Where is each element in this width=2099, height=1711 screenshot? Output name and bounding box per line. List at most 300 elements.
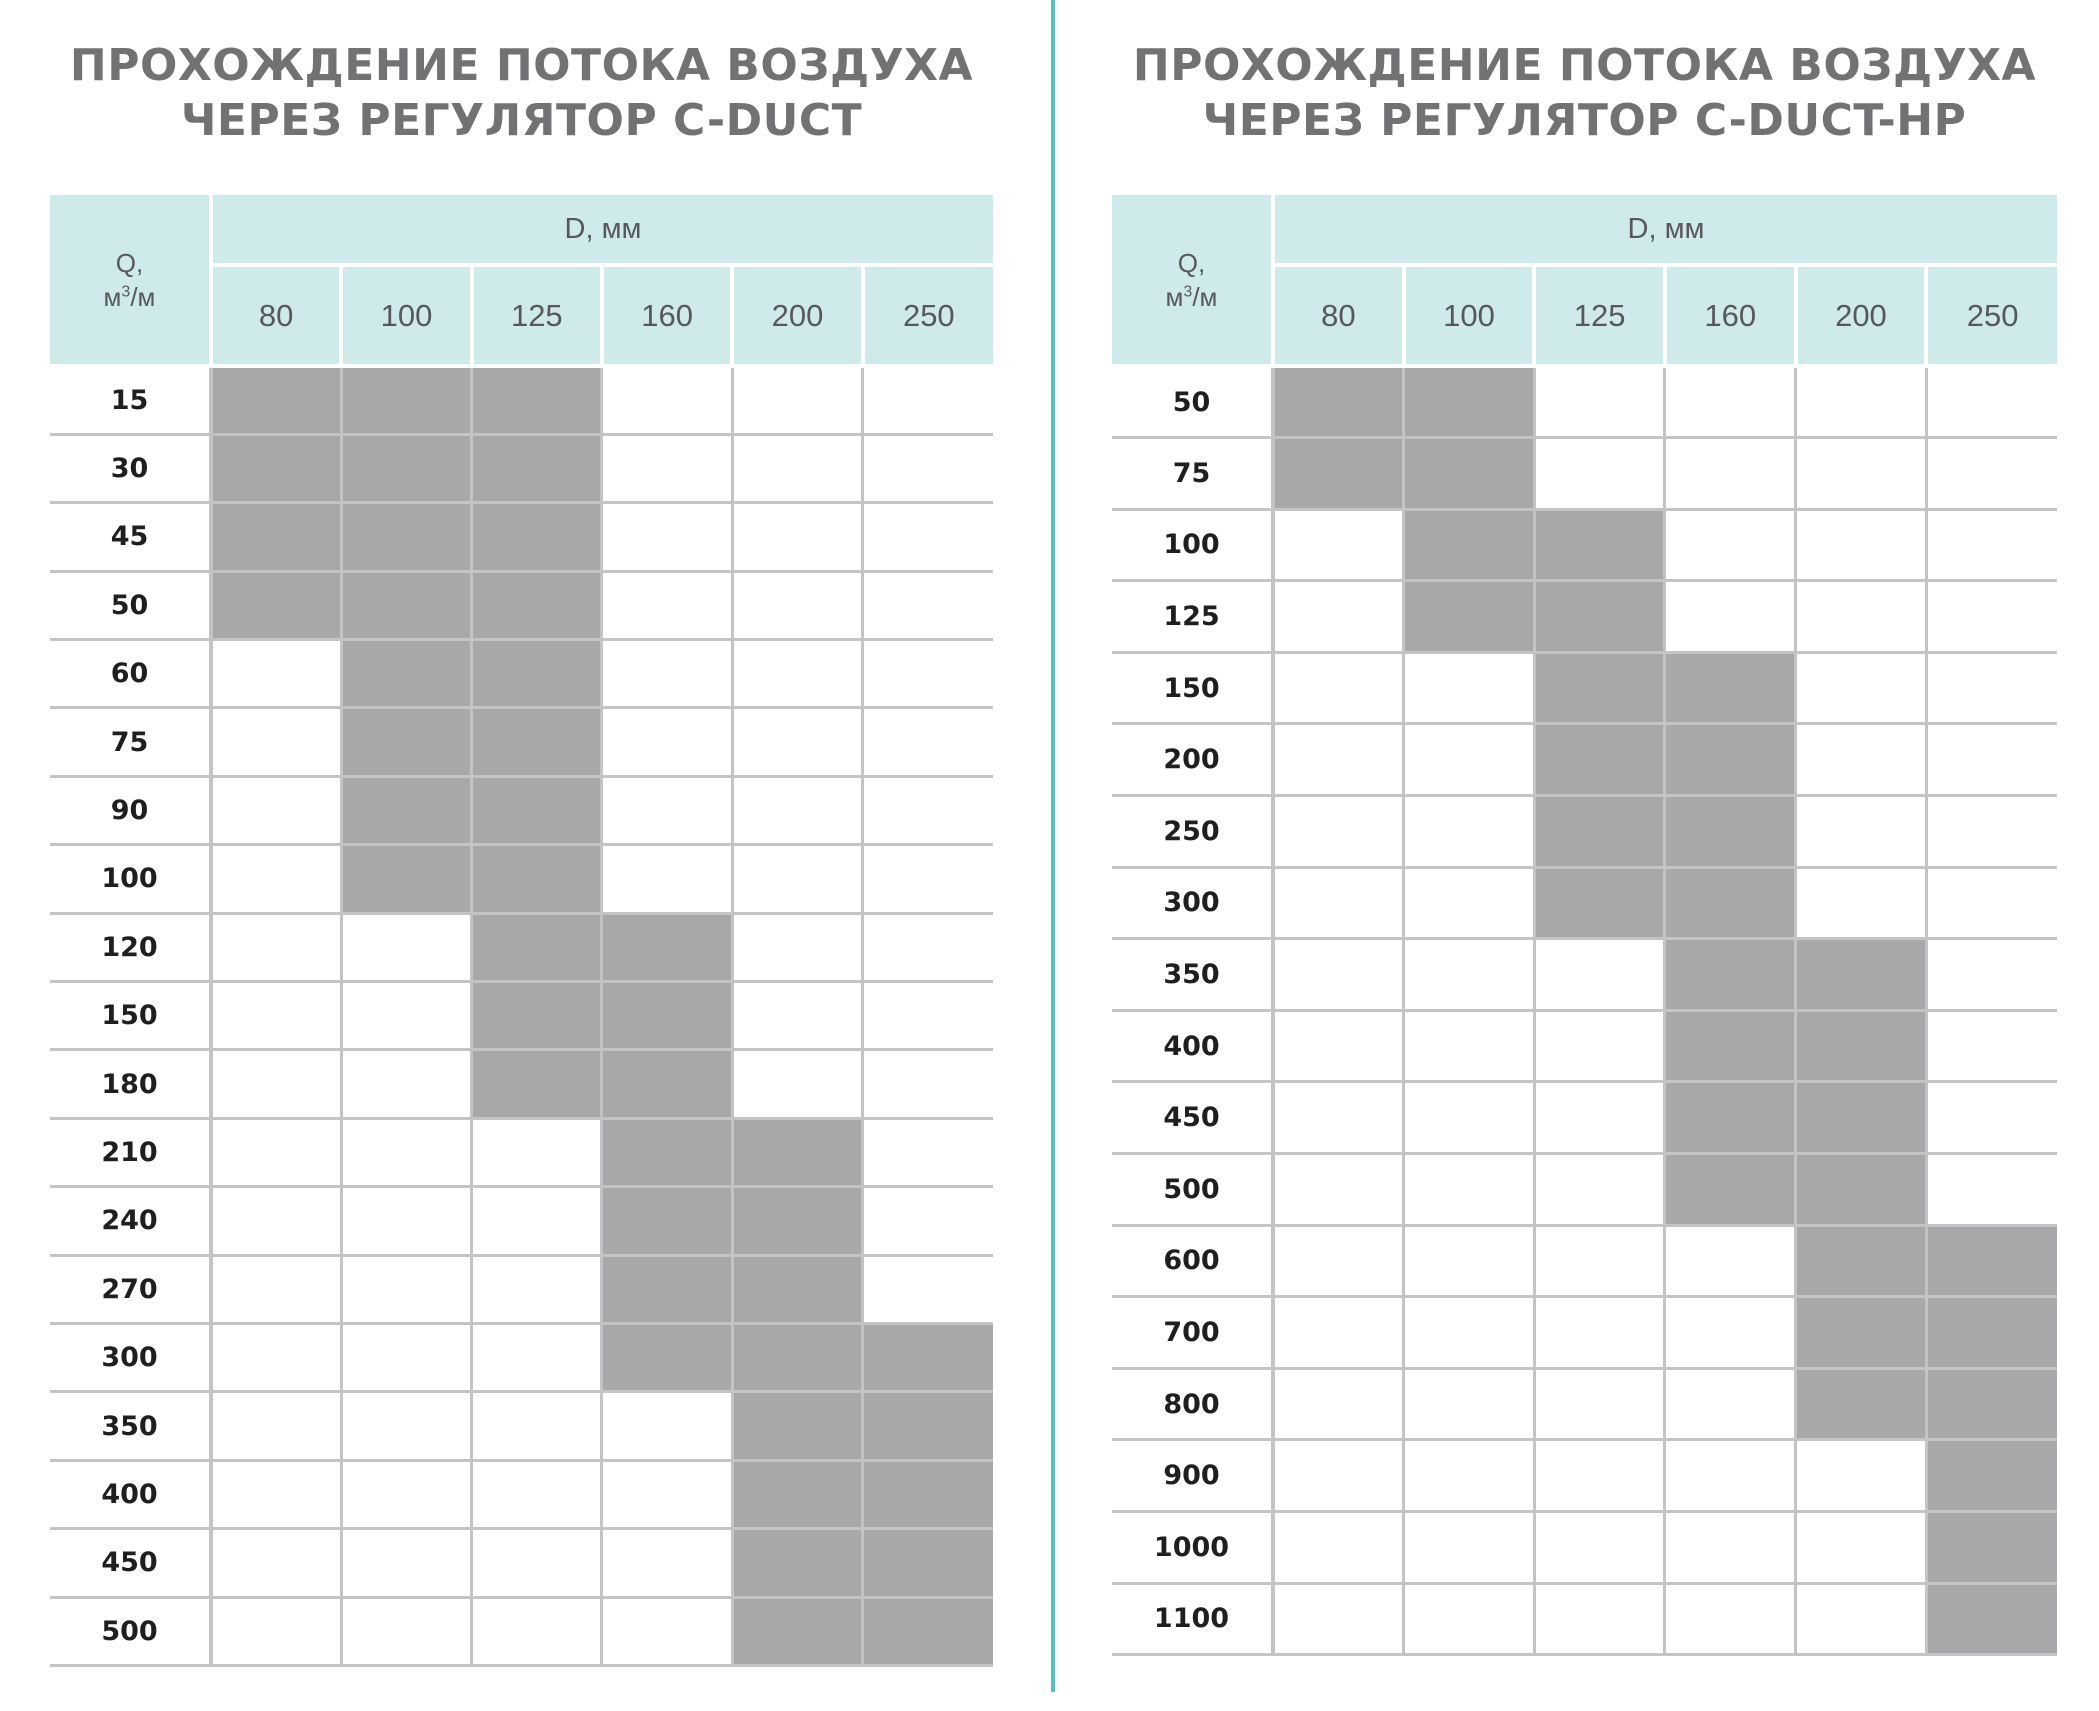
diameter-column-header: 100 <box>1404 265 1535 366</box>
flow-rate-value: 350 <box>50 1392 211 1460</box>
range-cell-empty <box>472 1460 602 1528</box>
range-cell-empty <box>602 571 732 639</box>
range-cell-empty <box>1273 867 1404 939</box>
title-line: ПРОХОЖДЕНИЕ ПОТОКА ВОЗДУХА <box>1132 40 2037 91</box>
table-row <box>1112 1440 2057 1512</box>
range-cell-empty <box>1796 652 1927 724</box>
range-cell-empty <box>732 845 862 913</box>
range-cell-active <box>1926 1297 2057 1369</box>
range-cell-empty <box>863 571 993 639</box>
range-cell-empty <box>1796 724 1927 796</box>
range-cell-active <box>211 571 341 639</box>
range-cell-empty <box>1273 581 1404 653</box>
range-cell-empty <box>1926 581 2057 653</box>
range-cell-empty <box>1665 366 1796 438</box>
range-cell-empty <box>211 708 341 776</box>
range-cell-empty <box>472 1118 602 1186</box>
range-cell-empty <box>341 1050 471 1118</box>
range-cell-empty <box>1665 438 1796 510</box>
range-cell-empty <box>1665 581 1796 653</box>
range-cell-active <box>732 1187 862 1255</box>
range-cell-active <box>1796 1297 1927 1369</box>
range-cell-empty <box>211 640 341 708</box>
range-cell-active <box>341 708 471 776</box>
range-cell-active <box>732 1118 862 1186</box>
flow-rate-value: 450 <box>50 1529 211 1597</box>
range-cell-empty <box>1404 1368 1535 1440</box>
range-cell-empty <box>1665 1297 1796 1369</box>
range-cell-empty <box>602 776 732 844</box>
range-cell-empty <box>1665 509 1796 581</box>
range-cell-active <box>863 1597 993 1665</box>
flow-rate-label: Q, <box>115 247 144 278</box>
range-cell-empty <box>1796 581 1927 653</box>
range-cell-active <box>211 366 341 434</box>
range-cell-active <box>732 1460 862 1528</box>
panel-divider <box>1051 0 1055 1692</box>
table-row <box>1112 581 2057 653</box>
range-cell-active <box>211 434 341 502</box>
diameter-header: D, мм <box>211 195 993 265</box>
range-cell-empty <box>602 503 732 571</box>
range-cell-active <box>472 503 602 571</box>
range-cell-empty <box>341 1529 471 1597</box>
range-cell-active <box>1926 1225 2057 1297</box>
range-cell-active <box>1926 1583 2057 1655</box>
range-cell-empty <box>1404 867 1535 939</box>
table-row <box>50 845 993 913</box>
range-cell-empty <box>1404 1010 1535 1082</box>
range-cell-active <box>1404 366 1535 438</box>
range-cell-empty <box>1404 1225 1535 1297</box>
flow-unit-base: м <box>1165 281 1184 312</box>
flow-rate-value: 50 <box>1112 366 1273 438</box>
range-cell-active <box>341 640 471 708</box>
flow-rate-value: 400 <box>50 1460 211 1528</box>
table-row <box>1112 438 2057 510</box>
flow-unit-base: м <box>103 281 122 312</box>
range-cell-empty <box>602 845 732 913</box>
range-cell-empty <box>602 1529 732 1597</box>
range-cell-active <box>1665 1082 1796 1154</box>
table-row <box>1112 1082 2057 1154</box>
range-cell-empty <box>1665 1225 1796 1297</box>
flow-rate-value: 75 <box>50 708 211 776</box>
range-cell-active <box>1665 1154 1796 1226</box>
range-cell-empty <box>1273 796 1404 868</box>
range-cell-active <box>1404 581 1535 653</box>
range-cell-empty <box>1926 366 2057 438</box>
range-cell-empty <box>1926 652 2057 724</box>
range-cell-empty <box>1926 1154 2057 1226</box>
flow-rate-value: 210 <box>50 1118 211 1186</box>
flow-rate-value: 1100 <box>1112 1583 1273 1655</box>
range-cell-active <box>1534 509 1665 581</box>
range-cell-active <box>1534 867 1665 939</box>
range-cell-active <box>341 366 471 434</box>
flow-rate-value: 500 <box>1112 1154 1273 1226</box>
flow-rate-value: 250 <box>1112 796 1273 868</box>
range-cell-empty <box>1404 1583 1535 1655</box>
range-cell-empty <box>1273 509 1404 581</box>
range-cell-active <box>732 1597 862 1665</box>
range-cell-empty <box>1534 1154 1665 1226</box>
range-cell-active <box>1534 652 1665 724</box>
range-cell-active <box>1665 939 1796 1011</box>
range-cell-active <box>1665 867 1796 939</box>
range-cell-empty <box>1273 939 1404 1011</box>
range-cell-active <box>1665 796 1796 868</box>
range-cell-empty <box>732 434 862 502</box>
table-row <box>50 366 993 434</box>
table-row <box>50 1460 993 1528</box>
range-cell-active <box>1404 438 1535 510</box>
range-cell-empty <box>211 1323 341 1391</box>
flow-rate-value: 350 <box>1112 939 1273 1011</box>
range-cell-active <box>472 913 602 981</box>
range-cell-active <box>472 982 602 1050</box>
range-cell-empty <box>1926 509 2057 581</box>
range-cell-empty <box>863 776 993 844</box>
table-row <box>50 1323 993 1391</box>
range-cell-empty <box>211 845 341 913</box>
range-cell-empty <box>341 1460 471 1528</box>
table-row <box>1112 1583 2057 1655</box>
flow-rate-value: 15 <box>50 366 211 434</box>
range-cell-empty <box>472 1597 602 1665</box>
range-cell-empty <box>341 1187 471 1255</box>
range-cell-empty <box>863 434 993 502</box>
range-cell-active <box>1796 1368 1927 1440</box>
range-cell-empty <box>863 845 993 913</box>
range-cell-empty <box>863 1187 993 1255</box>
diameter-column-header: 80 <box>211 265 341 366</box>
range-cell-empty <box>472 1255 602 1323</box>
flow-unit-exponent: 3 <box>1183 282 1193 300</box>
range-cell-empty <box>1404 1512 1535 1584</box>
table-row <box>50 1392 993 1460</box>
range-cell-empty <box>732 1050 862 1118</box>
flow-rate-value: 75 <box>1112 438 1273 510</box>
range-cell-empty <box>863 640 993 708</box>
diameter-column-header: 200 <box>732 265 862 366</box>
range-cell-empty <box>211 1392 341 1460</box>
range-cell-empty <box>1926 1082 2057 1154</box>
airflow-table <box>50 195 993 1667</box>
range-cell-empty <box>1796 1583 1927 1655</box>
diameter-column-header: 125 <box>472 265 602 366</box>
range-cell-empty <box>211 1118 341 1186</box>
range-cell-empty <box>472 1187 602 1255</box>
range-cell-empty <box>211 1255 341 1323</box>
range-cell-empty <box>863 1255 993 1323</box>
range-cell-empty <box>1796 1512 1927 1584</box>
range-cell-empty <box>602 1460 732 1528</box>
range-cell-active <box>472 434 602 502</box>
table-row <box>50 776 993 844</box>
range-cell-empty <box>211 913 341 981</box>
range-cell-empty <box>1796 867 1927 939</box>
range-cell-empty <box>1404 796 1535 868</box>
airflow-table <box>1112 195 2057 1656</box>
range-cell-active <box>1404 509 1535 581</box>
range-cell-active <box>1796 939 1927 1011</box>
flow-rate-value: 240 <box>50 1187 211 1255</box>
title-line: ПРОХОЖДЕНИЕ ПОТОКА ВОЗДУХА <box>69 40 974 91</box>
range-cell-active <box>1665 652 1796 724</box>
flow-rate-value: 100 <box>50 845 211 913</box>
title-line: ЧЕРЕЗ РЕГУЛЯТОР C-DUCT <box>180 95 863 146</box>
range-cell-empty <box>863 503 993 571</box>
range-cell-empty <box>211 1187 341 1255</box>
range-cell-empty <box>732 913 862 981</box>
range-cell-empty <box>1534 366 1665 438</box>
range-cell-active <box>1796 1010 1927 1082</box>
diameter-column-header: 100 <box>341 265 471 366</box>
range-cell-empty <box>1273 1440 1404 1512</box>
range-cell-empty <box>341 1597 471 1665</box>
range-cell-active <box>1273 366 1404 438</box>
range-cell-empty <box>1534 1440 1665 1512</box>
range-cell-empty <box>341 982 471 1050</box>
range-cell-empty <box>1534 1583 1665 1655</box>
table-row <box>50 640 993 708</box>
flow-rate-value: 400 <box>1112 1010 1273 1082</box>
range-cell-empty <box>732 708 862 776</box>
range-cell-empty <box>602 1597 732 1665</box>
table-row <box>1112 724 2057 796</box>
range-cell-empty <box>1796 1440 1927 1512</box>
range-cell-empty <box>1273 1010 1404 1082</box>
range-cell-empty <box>472 1323 602 1391</box>
flow-rate-value: 800 <box>1112 1368 1273 1440</box>
range-cell-empty <box>1534 1297 1665 1369</box>
flow-rate-value: 150 <box>1112 652 1273 724</box>
range-cell-active <box>1534 796 1665 868</box>
table-row <box>50 1050 993 1118</box>
range-cell-empty <box>1534 1082 1665 1154</box>
flow-rate-value: 50 <box>50 571 211 639</box>
range-cell-empty <box>1534 438 1665 510</box>
range-cell-empty <box>1534 1010 1665 1082</box>
range-cell-active <box>1796 1225 1927 1297</box>
flow-rate-value: 200 <box>1112 724 1273 796</box>
flow-rate-value: 60 <box>50 640 211 708</box>
table-row <box>50 571 993 639</box>
range-cell-active <box>472 845 602 913</box>
range-cell-empty <box>1926 724 2057 796</box>
range-cell-active <box>341 503 471 571</box>
flow-rate-header <box>50 195 211 366</box>
range-cell-active <box>732 1392 862 1460</box>
range-cell-empty <box>863 1118 993 1186</box>
range-cell-empty <box>1404 1297 1535 1369</box>
panel-title <box>50 38 993 148</box>
diameter-column-header: 160 <box>602 265 732 366</box>
range-cell-empty <box>341 1392 471 1460</box>
range-cell-active <box>602 1187 732 1255</box>
range-cell-empty <box>1796 438 1927 510</box>
table-row <box>50 913 993 981</box>
range-cell-empty <box>1926 796 2057 868</box>
flow-unit-exponent: 3 <box>121 282 131 300</box>
table-row <box>50 1255 993 1323</box>
flow-rate-value: 600 <box>1112 1225 1273 1297</box>
range-cell-active <box>341 571 471 639</box>
range-cell-empty <box>1273 724 1404 796</box>
range-cell-active <box>472 640 602 708</box>
range-cell-active <box>341 434 471 502</box>
range-cell-empty <box>863 1050 993 1118</box>
flow-rate-value: 900 <box>1112 1440 1273 1512</box>
range-cell-empty <box>1926 939 2057 1011</box>
table-row <box>50 1118 993 1186</box>
range-cell-empty <box>211 1529 341 1597</box>
table-row <box>1112 509 2057 581</box>
flow-unit-tail: /м <box>1192 281 1218 312</box>
table-row <box>50 434 993 502</box>
table-row <box>1112 1010 2057 1082</box>
range-cell-active <box>1796 1082 1927 1154</box>
range-cell-empty <box>1273 1154 1404 1226</box>
range-cell-empty <box>732 776 862 844</box>
range-cell-empty <box>1665 1440 1796 1512</box>
range-cell-empty <box>1273 1082 1404 1154</box>
range-cell-empty <box>472 1392 602 1460</box>
range-cell-empty <box>1273 1368 1404 1440</box>
range-cell-empty <box>732 571 862 639</box>
diameter-column-header: 250 <box>1926 265 2057 366</box>
range-cell-active <box>863 1460 993 1528</box>
range-cell-empty <box>732 640 862 708</box>
range-cell-active <box>732 1529 862 1597</box>
range-cell-active <box>602 1050 732 1118</box>
range-cell-empty <box>211 1460 341 1528</box>
range-cell-empty <box>732 982 862 1050</box>
table-row <box>50 1187 993 1255</box>
range-cell-empty <box>732 503 862 571</box>
diameter-column-header: 200 <box>1796 265 1927 366</box>
range-cell-active <box>1534 724 1665 796</box>
range-cell-empty <box>211 1050 341 1118</box>
range-cell-active <box>863 1529 993 1597</box>
table-row <box>1112 1225 2057 1297</box>
range-cell-empty <box>863 366 993 434</box>
table-row <box>50 1529 993 1597</box>
range-cell-active <box>1273 438 1404 510</box>
diameter-column-header: 80 <box>1273 265 1404 366</box>
range-cell-empty <box>1534 939 1665 1011</box>
range-cell-active <box>1665 1010 1796 1082</box>
range-cell-empty <box>1273 1512 1404 1584</box>
table-row <box>1112 939 2057 1011</box>
range-cell-active <box>863 1323 993 1391</box>
table-row <box>1112 796 2057 868</box>
table-row <box>50 982 993 1050</box>
range-cell-active <box>863 1392 993 1460</box>
range-cell-empty <box>1273 1583 1404 1655</box>
range-cell-empty <box>1404 1082 1535 1154</box>
range-cell-active <box>1534 581 1665 653</box>
range-cell-empty <box>341 1118 471 1186</box>
flow-rate-value: 300 <box>1112 867 1273 939</box>
range-cell-empty <box>1665 1583 1796 1655</box>
range-cell-empty <box>211 1597 341 1665</box>
flow-rate-header <box>1112 195 1273 366</box>
range-cell-empty <box>1404 724 1535 796</box>
range-cell-empty <box>1796 509 1927 581</box>
range-cell-empty <box>863 913 993 981</box>
table-row <box>1112 366 2057 438</box>
range-cell-empty <box>863 982 993 1050</box>
flow-rate-value: 300 <box>50 1323 211 1391</box>
table-row <box>1112 1297 2057 1369</box>
range-cell-active <box>472 571 602 639</box>
range-cell-active <box>732 1323 862 1391</box>
flow-rate-value: 90 <box>50 776 211 844</box>
flow-rate-value: 700 <box>1112 1297 1273 1369</box>
range-cell-active <box>1926 1512 2057 1584</box>
range-cell-empty <box>1404 939 1535 1011</box>
range-cell-empty <box>1404 1154 1535 1226</box>
flow-rate-value: 450 <box>1112 1082 1273 1154</box>
range-cell-active <box>602 1118 732 1186</box>
diameter-column-header: 250 <box>863 265 993 366</box>
range-cell-empty <box>602 434 732 502</box>
table-row <box>1112 1154 2057 1226</box>
range-cell-empty <box>732 366 862 434</box>
flow-rate-value: 45 <box>50 503 211 571</box>
range-cell-active <box>341 776 471 844</box>
range-cell-empty <box>211 982 341 1050</box>
range-cell-empty <box>1665 1368 1796 1440</box>
flow-rate-value: 30 <box>50 434 211 502</box>
table-row <box>1112 867 2057 939</box>
range-cell-active <box>472 708 602 776</box>
range-cell-empty <box>1404 652 1535 724</box>
table-row <box>1112 1368 2057 1440</box>
range-cell-empty <box>1404 1440 1535 1512</box>
table-row <box>50 708 993 776</box>
flow-rate-value: 125 <box>1112 581 1273 653</box>
range-cell-empty <box>602 1392 732 1460</box>
range-cell-empty <box>1926 438 2057 510</box>
range-cell-active <box>1796 1154 1927 1226</box>
range-cell-active <box>602 982 732 1050</box>
diameter-header: D, мм <box>1273 195 2057 265</box>
range-cell-empty <box>1534 1512 1665 1584</box>
range-cell-active <box>211 503 341 571</box>
range-cell-empty <box>1796 366 1927 438</box>
diameter-column-header: 160 <box>1665 265 1796 366</box>
range-cell-empty <box>1273 652 1404 724</box>
panel-title <box>1112 38 2057 148</box>
range-cell-active <box>472 776 602 844</box>
range-cell-active <box>602 1323 732 1391</box>
range-cell-active <box>472 366 602 434</box>
range-cell-empty <box>1796 796 1927 868</box>
flow-rate-value: 180 <box>50 1050 211 1118</box>
range-cell-empty <box>211 776 341 844</box>
flow-rate-value: 100 <box>1112 509 1273 581</box>
table-row <box>1112 652 2057 724</box>
range-cell-empty <box>341 1323 471 1391</box>
title-line: ЧЕРЕЗ РЕГУЛЯТОР C-DUCT-HP <box>1202 95 1967 146</box>
range-cell-empty <box>602 640 732 708</box>
range-cell-empty <box>1273 1297 1404 1369</box>
range-cell-empty <box>1534 1368 1665 1440</box>
range-cell-active <box>732 1255 862 1323</box>
